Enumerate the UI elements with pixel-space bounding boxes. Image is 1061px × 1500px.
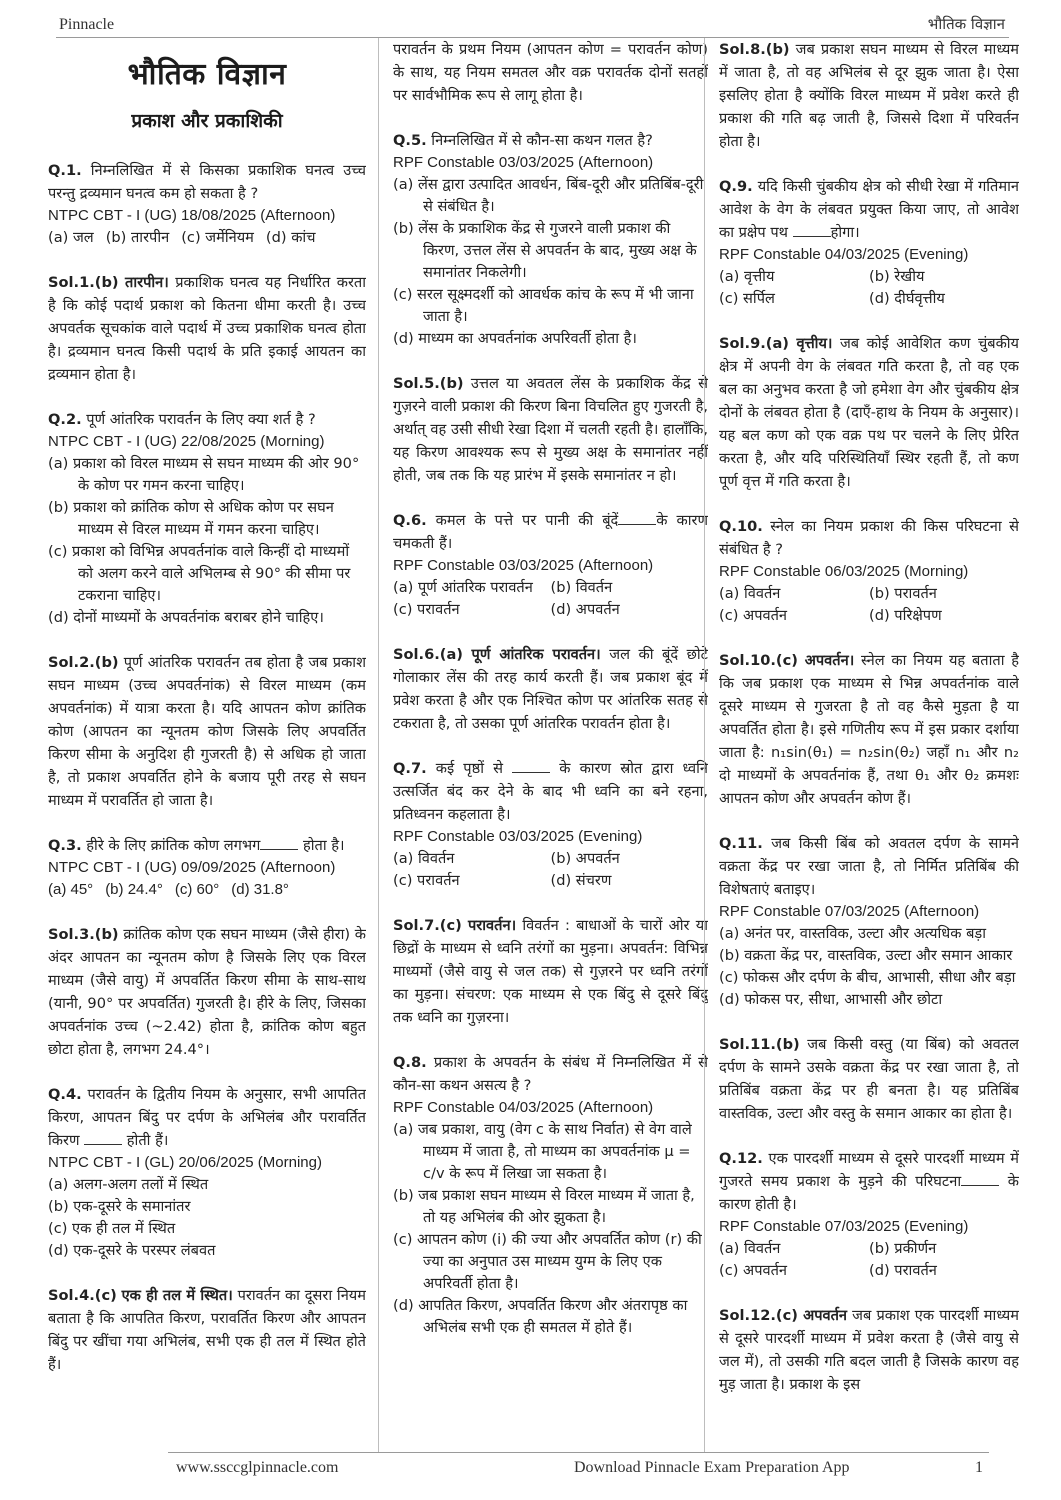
- options: [48, 879, 366, 901]
- question-1: [48, 159, 366, 249]
- question-10: [719, 515, 1019, 627]
- question-4: [48, 1083, 366, 1262]
- question-text-end: के कारण चमकती हैं।: [393, 512, 708, 552]
- solution-6: [393, 643, 708, 735]
- solution-text: जब कोई आवेशित कण चुंबकीय क्षेत्र में अपनी वेग के लंबवत गति करता है, तो वह एक बल का अनुभव करता है जो हमेशा वेग और चुंबकीय क्षेत्र दोनों के लंबवत होता है (दाएँ-हाथ के नियम के अनुसार)। यह बल कण को एक वक्र पथ पर चलने के लिए प्रेरित करता है, और यदि परिस्थितियाँ स्थिर रहती हैं, तो कण पूर्ण वृत्त में गति करता है।: [719, 335, 1019, 490]
- question-number: Q.12.: [719, 1150, 763, 1167]
- option-c: (c) आपतन कोण (i) की ज्या और अपवर्तित कोण (r) की ज्या का अनुपात उस माध्यम युग्म के लिए एक अपरिवर्ती होता है।: [393, 1231, 702, 1292]
- page-columns: [48, 38, 1019, 1452]
- solution-text: उत्तल या अवतल लेंस के प्रकाशिक केंद्र से गुज़रने वाली प्रकाश की किरण बिना विचलित हुए गुजरती है, अर्थात् वह उसी सीधी रेखा दिशा में चलती रहती है। हालाँकि, यह किरण आवश्यक रूप से मुख्य अक्ष के समानांतर नहीं होती, जब तक कि यह प्रारंभ में इसके समानांतर न हो।: [393, 375, 708, 484]
- question-text: हीरे के लिए क्रांतिक कोण लगभग: [86, 837, 261, 854]
- solution-4: [48, 1284, 366, 1376]
- solution-2: [48, 651, 366, 812]
- solution-number: Sol.1.(b): [48, 274, 119, 291]
- solution-number: Sol.4.(c): [48, 1287, 117, 1304]
- header-brand: Pinnacle: [59, 16, 115, 33]
- solution-answer: पूर्ण आंतरिक परावर्तन।: [471, 646, 601, 663]
- solution-text: जब किसी वस्तु (या बिंब) को अवतल दर्पण के सामने उसके वक्रता केंद्र पर रखा जाता है, तो प्रतिबिंब वक्रता केंद्र पर ही बनता है। यह प्रतिबिंब वास्तविक, उल्टा और वस्तु के समान आकार का होता है।: [719, 1036, 1019, 1122]
- options: [719, 1238, 1019, 1282]
- question-text: एक पारदर्शी माध्यम से दूसरे पारदर्शी माध्यम में गुजरते समय प्रकाश के मुड़ने की परिघटना: [719, 1150, 1019, 1190]
- option-b: (b) तारपीन: [105, 229, 170, 246]
- solution-text: परावर्तन के प्रथम नियम (आपतन कोण = परावर्तन कोण) के साथ, यह नियम समतल और वक्र परावर्तक दोनों सतहों पर सार्वभौमिक रूप से लागू होता है।: [393, 41, 708, 104]
- option-a: (a) वृत्तीय: [719, 268, 775, 285]
- column-2: [378, 38, 708, 1452]
- question-number: Q.9.: [719, 178, 753, 195]
- options: [393, 577, 708, 621]
- option-d: (d) परिक्षेपण: [869, 607, 942, 624]
- option-c: (c) फोकस और दर्पण के बीच, आभासी, सीधा और बड़ा: [719, 969, 1016, 986]
- column-3: [704, 38, 1019, 1452]
- question-5: [393, 129, 708, 350]
- solution-text: जल की बूंदें छोटे गोलाकार लेंस की तरह कार्य करती हैं। जब प्रकाश बूंद में प्रवेश करता है और एक निश्चित कोण पर आंतरिक सतह से टकराता है, तो उसका पूर्ण आंतरिक परावर्तन होता है।: [393, 646, 708, 732]
- option-a: (a) विवर्तन: [393, 850, 455, 867]
- question-text-end: के कारण स्रोत द्वारा ध्वनि उत्सर्जित बंद कर देने के बाद भी ध्वनि का बने रहना, प्रतिध्वनन कहलाता है।: [393, 760, 708, 823]
- option-a: (a) विवर्तन: [719, 585, 781, 602]
- exam-source: RPF Constable 07/03/2025 (Evening): [719, 1218, 969, 1235]
- question-number: Q.11.: [719, 835, 763, 852]
- solution-number: Sol.7.(c): [393, 917, 462, 934]
- question-12: [719, 1147, 1019, 1282]
- option-c: (c) सर्पिल: [719, 290, 775, 307]
- question-2: [48, 408, 366, 629]
- question-11: [719, 832, 1019, 1011]
- option-a: (a) जब प्रकाश, वायु (वेग c के साथ निर्वात) से वेग वाले माध्यम में जाता है, तो माध्यम का अपवर्तनांक μ = c/v के रूप में लिखा जा सकता है।: [393, 1121, 692, 1182]
- header-subject: भौतिक विज्ञान: [927, 15, 1005, 33]
- solution-number: Sol.3.(b): [48, 926, 119, 943]
- option-b: (b) प्रकीर्णन: [869, 1240, 937, 1257]
- option-a: (a) जल: [48, 229, 94, 246]
- question-text-end: होता है।: [303, 837, 345, 854]
- option-b: (b) जब प्रकाश सघन माध्यम से विरल माध्यम में जाता है, तो यह अभिलंब की ओर झुकता है।: [393, 1187, 695, 1226]
- option-b: (b) रेखीय: [869, 268, 925, 285]
- fill-blank: [793, 225, 831, 237]
- option-b: (b) एक-दूसरे के समानांतर: [48, 1198, 191, 1215]
- solution-number: Sol.10.(c): [719, 652, 798, 669]
- question-8: [393, 1051, 708, 1339]
- question-text-end: होती हैं।: [126, 1132, 169, 1149]
- option-d: (d) फोकस पर, सीधा, आभासी और छोटा: [719, 991, 943, 1008]
- solution-4-continued: [393, 38, 708, 107]
- question-text: निम्नलिखित में से कौन-सा कथन गलत है?: [431, 132, 653, 149]
- question-number: Q.2.: [48, 411, 82, 428]
- option-b: (b) लेंस के प्रकाशिक केंद्र से गुजरने वाली प्रकाश की किरण, उत्तल लेंस से अपवर्तन के बाद, मुख्य अक्ष के समानांतर निकलेगी।: [393, 220, 697, 281]
- option-d: (d) अपवर्तन: [550, 601, 620, 618]
- option-b: (b) 24.4°: [105, 881, 163, 898]
- option-a: (a) 45°: [48, 881, 94, 898]
- option-b: (b) विवर्तन: [550, 579, 613, 596]
- solution-9: [719, 332, 1019, 493]
- solution-text: क्रांतिक कोण एक सघन माध्यम (जैसे हीरा) के अंदर आपतन का न्यूनतम कोण है जिसके लिए एक विरल माध्यम (जैसे वायु) में अपवर्तित किरण सीमा के साथ-साथ (यानी, 90° पर अपवर्तित) गुजरती है। हीरे के लिए, जिसका अपवर्तनांक उच्च (~2.42) होता है, क्रांतिक कोण बहुत छोटा होता है, लगभग 24.4°।: [48, 926, 366, 1058]
- running-header: [56, 8, 1009, 38]
- question-number: Q.5.: [393, 132, 427, 149]
- solution-number: Sol.8.(b): [719, 41, 790, 58]
- solution-answer: एक ही तल में स्थित।: [121, 1287, 233, 1304]
- exam-source: NTPC CBT - I (GL) 20/06/2025 (Morning): [48, 1154, 322, 1171]
- page-subtitle: प्रकाश और प्रकाशिकी: [131, 110, 283, 132]
- question-text: कई पृष्ठों से: [435, 760, 503, 777]
- exam-source: NTPC CBT - I (UG) 22/08/2025 (Morning): [48, 433, 325, 450]
- solution-10: [719, 649, 1019, 810]
- option-d: (d) दीर्घवृत्तीय: [869, 290, 945, 307]
- solution-answer: अपवर्तन।: [804, 652, 855, 669]
- option-c: (c) अपवर्तन: [719, 607, 788, 624]
- question-number: Q.6.: [393, 512, 427, 529]
- option-c: (c) परावर्तन: [393, 601, 460, 618]
- question-text-end: होगा।: [830, 224, 860, 241]
- question-9: [719, 175, 1019, 310]
- exam-source: RPF Constable 06/03/2025 (Morning): [719, 563, 969, 580]
- option-b: (b) अपवर्तन: [550, 850, 620, 867]
- option-a: (a) पूर्ण आंतरिक परावर्तन: [393, 579, 533, 596]
- solution-8: [719, 38, 1019, 153]
- exam-source: RPF Constable 04/03/2025 (Afternoon): [393, 1099, 654, 1116]
- fill-blank: [618, 513, 656, 525]
- solution-answer: तारपीन।: [125, 274, 169, 291]
- exam-source: RPF Constable 03/03/2025 (Afternoon): [393, 557, 654, 574]
- question-text: जब किसी बिंब को अवतल दर्पण के सामने वक्रता केंद्र पर रखा जाता है, तो निर्मित प्रतिबिंब की विशेषताएं बताइए।: [719, 835, 1019, 898]
- solution-text: प्रकाशिक घनत्व यह निर्धारित करता है कि कोई पदार्थ प्रकाश को कितना धीमा करती है। उच्च अपवर्तक सूचकांक वाले पदार्थ में उच्च प्रकाशिक घनत्व होता है। द्रव्यमान घनत्व किसी पदार्थ के प्रति इकाई आयतन का द्रव्यमान होता है।: [48, 274, 366, 383]
- option-a: (a) विवर्तन: [719, 1240, 781, 1257]
- option-d: (d) आपतित किरण, अपवर्तित किरण और अंतरापृष्ठ का अभिलंब सभी एक ही समतल में होते हैं।: [393, 1297, 688, 1336]
- option-d: (d) संचरण: [550, 872, 612, 889]
- solution-1: [48, 271, 366, 386]
- question-text: प्रकाश के अपवर्तन के संबंध में निम्नलिखित में से कौन-सा कथन असत्य है ?: [393, 1054, 708, 1094]
- solution-12: [719, 1304, 1019, 1396]
- fill-blank: [512, 761, 550, 773]
- solution-text: परावर्तन का दूसरा नियम बताता है कि आपतित किरण, परावर्तित किरण और आपतन बिंदु पर खींचा गया अभिलंब, सभी एक ही तल में स्थित होते हैं।: [48, 1287, 366, 1373]
- solution-5: [393, 372, 708, 487]
- option-b: (b) वक्रता केंद्र पर, वास्तविक, उल्टा और समान आकार: [719, 947, 1013, 964]
- option-d: (d) 31.8°: [231, 881, 289, 898]
- app-promo: Download Pinnacle Exam Preparation App: [574, 1459, 850, 1476]
- exam-source: RPF Constable 03/03/2025 (Afternoon): [393, 154, 654, 171]
- website-link[interactable]: www.ssccglpinnacle.com: [176, 1459, 339, 1476]
- solution-number: Sol.5.(b): [393, 375, 464, 392]
- solution-text: विवर्तन : बाधाओं के चारों ओर या छिद्रों के माध्यम से ध्वनि तरंगों का मुड़ना। अपवर्तन: विभिन्न माध्यमों (जैसे वायु से जल तक) से गुज़रने पर ध्वनि तरंगों का मुड़ना। संचरण: एक माध्यम से एक बिंदु से दूसरे बिंदु तक ध्वनि का गुज़रना।: [393, 917, 708, 1026]
- option-b: (b) प्रकाश को क्रांतिक कोण से अधिक कोण पर सघन माध्यम से विरल माध्यम में गमन करना चाहिए।: [48, 499, 334, 538]
- question-text: निम्नलिखित में से किसका प्रकाशिक घनत्व उच्च परन्तु द्रव्यमान घनत्व कम हो सकता है ?: [48, 162, 366, 202]
- option-a: (a) अनंत पर, वास्तविक, उल्टा और अत्यधिक बड़ा: [719, 925, 987, 942]
- fill-blank: [84, 1133, 122, 1145]
- options: [48, 227, 366, 249]
- solution-text: जब प्रकाश सघन माध्यम से विरल माध्यम में जाता है, तो वह अभिलंब से दूर झुक जाता है। ऐसा इसलिए होता है क्योंकि विरल माध्यम में प्रवेश करते ही प्रकाश की गति बढ़ जाती है, जिससे दिशा में परिवर्तन होता है।: [719, 41, 1019, 150]
- option-d: (d) दोनों माध्यमों के अपवर्तनांक बराबर होने चाहिए।: [48, 609, 324, 626]
- option-a: (a) अलग-अलग तलों में स्थित: [48, 1176, 209, 1193]
- option-b: (b) परावर्तन: [869, 585, 937, 602]
- option-d: (d) परावर्तन: [869, 1262, 937, 1279]
- solution-answer: परावर्तन।: [468, 917, 517, 934]
- page-title: भौतिक विज्ञान: [127, 57, 287, 92]
- exam-source: NTPC CBT - I (UG) 09/09/2025 (Afternoon): [48, 859, 336, 876]
- options: [719, 266, 1019, 310]
- question-6: [393, 509, 708, 621]
- solution-number: Sol.2.(b): [48, 654, 119, 671]
- solution-text: जब प्रकाश एक पारदर्शी माध्यम से दूसरे पारदर्शी माध्यम में प्रवेश करता है (जैसे वायु से जल में), तो उसकी गति बदल जाती है जिसके कारण वह मुड़ जाता है। प्रकाश के इस: [719, 1307, 1019, 1393]
- question-text-end: के कारण होती है।: [719, 1173, 1019, 1213]
- option-c: (c) प्रकाश को विभिन्न अपवर्तनांक वाले किन्हीं दो माध्यमों को अलग करने वाले अभिलम्ब से 90° की सीमा पर टकराना चाहिए।: [48, 543, 351, 604]
- option-d: (d) माध्यम का अपवर्तनांक अपरिवर्ती होता है।: [393, 330, 637, 347]
- option-a: (a) लेंस द्वारा उत्पादित आवर्धन, बिंब-दूरी और प्रतिबिंब-दूरी से संबंधित है।: [393, 176, 704, 215]
- solution-number: Sol.11.(b): [719, 1036, 800, 1053]
- page-number: 1: [975, 1459, 983, 1476]
- exam-source: NTPC CBT - I (UG) 18/08/2025 (Afternoon): [48, 207, 336, 224]
- exam-source: RPF Constable 03/03/2025 (Evening): [393, 828, 643, 845]
- solution-answer: वृत्तीय।: [796, 335, 833, 352]
- option-c: (c) 60°: [174, 881, 220, 898]
- option-c: (c) एक ही तल में स्थित: [48, 1220, 176, 1237]
- question-text: स्नेल का नियम प्रकाश की किस परिघटना से संबंधित है ?: [719, 518, 1019, 558]
- solution-answer: अपवर्तन: [803, 1307, 848, 1324]
- exam-source: RPF Constable 04/03/2025 (Evening): [719, 246, 969, 263]
- solution-text: स्नेल का नियम यह बताता है कि जब प्रकाश एक माध्यम से भिन्न अपवर्तनांक वाले दूसरे माध्यम से गुजरता है तो वह कैसे मुड़ता है या अपवर्तित होता है। इसे गणितीय रूप में इस प्रकार दर्शाया जाता है: n₁sin(θ₁) = n₂sin(θ₂) जहाँ n₁ और n₂ दो माध्यमों के अपवर्तनांक हैं, तथा θ₁ और θ₂ क्रमशः आपतन कोण और अपवर्तन कोण हैं।: [719, 652, 1019, 807]
- solution-11: [719, 1033, 1019, 1125]
- option-d: (d) एक-दूसरे के परस्पर लंबवत: [48, 1242, 216, 1259]
- option-c: (c) जर्मेनियम: [181, 229, 254, 246]
- solution-number: Sol.12.(c): [719, 1307, 798, 1324]
- solution-number: Sol.9.(a): [719, 335, 789, 352]
- solution-7: [393, 914, 708, 1029]
- option-c: (c) परावर्तन: [393, 872, 460, 889]
- solution-text: पूर्ण आंतरिक परावर्तन तब होता है जब प्रकाश सघन माध्यम (उच्च अपवर्तनांक) से विरल माध्यम (कम अपवर्तनांक) में यात्रा करता है। यदि आपतन कोण क्रांतिक कोण (आपतन का न्यूनतम कोण जिसके लिए अपवर्तित किरण सीमा के अनुदिश ही गुजरती है) से अधिक हो जाता है, तो प्रकाश अपवर्तित होने के बजाय पूरी तरह से सघन माध्यम में परावर्तित हो जाता है।: [48, 654, 366, 809]
- question-3: [48, 834, 366, 901]
- fill-blank: [260, 838, 298, 850]
- column-1: [48, 38, 366, 1452]
- running-footer: [168, 1452, 989, 1482]
- option-d: (d) कांच: [265, 229, 316, 246]
- question-text: कमल के पत्ते पर पानी की बूंदें: [435, 512, 619, 529]
- question-number: Q.7.: [393, 760, 427, 777]
- question-number: Q.8.: [393, 1054, 427, 1071]
- option-c: (c) सरल सूक्ष्मदर्शी को आवर्धक कांच के रूप में भी जाना जाता है।: [393, 286, 694, 325]
- question-text: यदि किसी चुंबकीय क्षेत्र को सीधी रेखा में गतिमान आवेश के वेग के लंबवत प्रयुक्त किया जाए, तो आवेश का प्रक्षेप पथ: [719, 178, 1019, 241]
- question-number: Q.3.: [48, 837, 82, 854]
- option-c: (c) अपवर्तन: [719, 1262, 788, 1279]
- question-text: परावर्तन के द्वितीय नियम के अनुसार, सभी आपतित किरण, आपतन बिंदु पर दर्पण के अभिलंब और परावर्तित किरण: [48, 1086, 366, 1149]
- option-a: (a) प्रकाश को विरल माध्यम से सघन माध्यम की ओर 90° के कोण पर गमन करना चाहिए।: [48, 455, 360, 494]
- solution-number: Sol.6.(a): [393, 646, 463, 663]
- fill-blank: [961, 1174, 999, 1186]
- exam-source: RPF Constable 07/03/2025 (Afternoon): [719, 903, 980, 920]
- options: [393, 848, 708, 892]
- options: [719, 583, 1019, 627]
- question-text: पूर्ण आंतरिक परावर्तन के लिए क्या शर्त है ?: [86, 411, 316, 428]
- question-7: [393, 757, 708, 892]
- question-number: Q.1.: [48, 162, 82, 179]
- question-number: Q.4.: [48, 1086, 82, 1103]
- question-number: Q.10.: [719, 518, 763, 535]
- solution-3: [48, 923, 366, 1061]
